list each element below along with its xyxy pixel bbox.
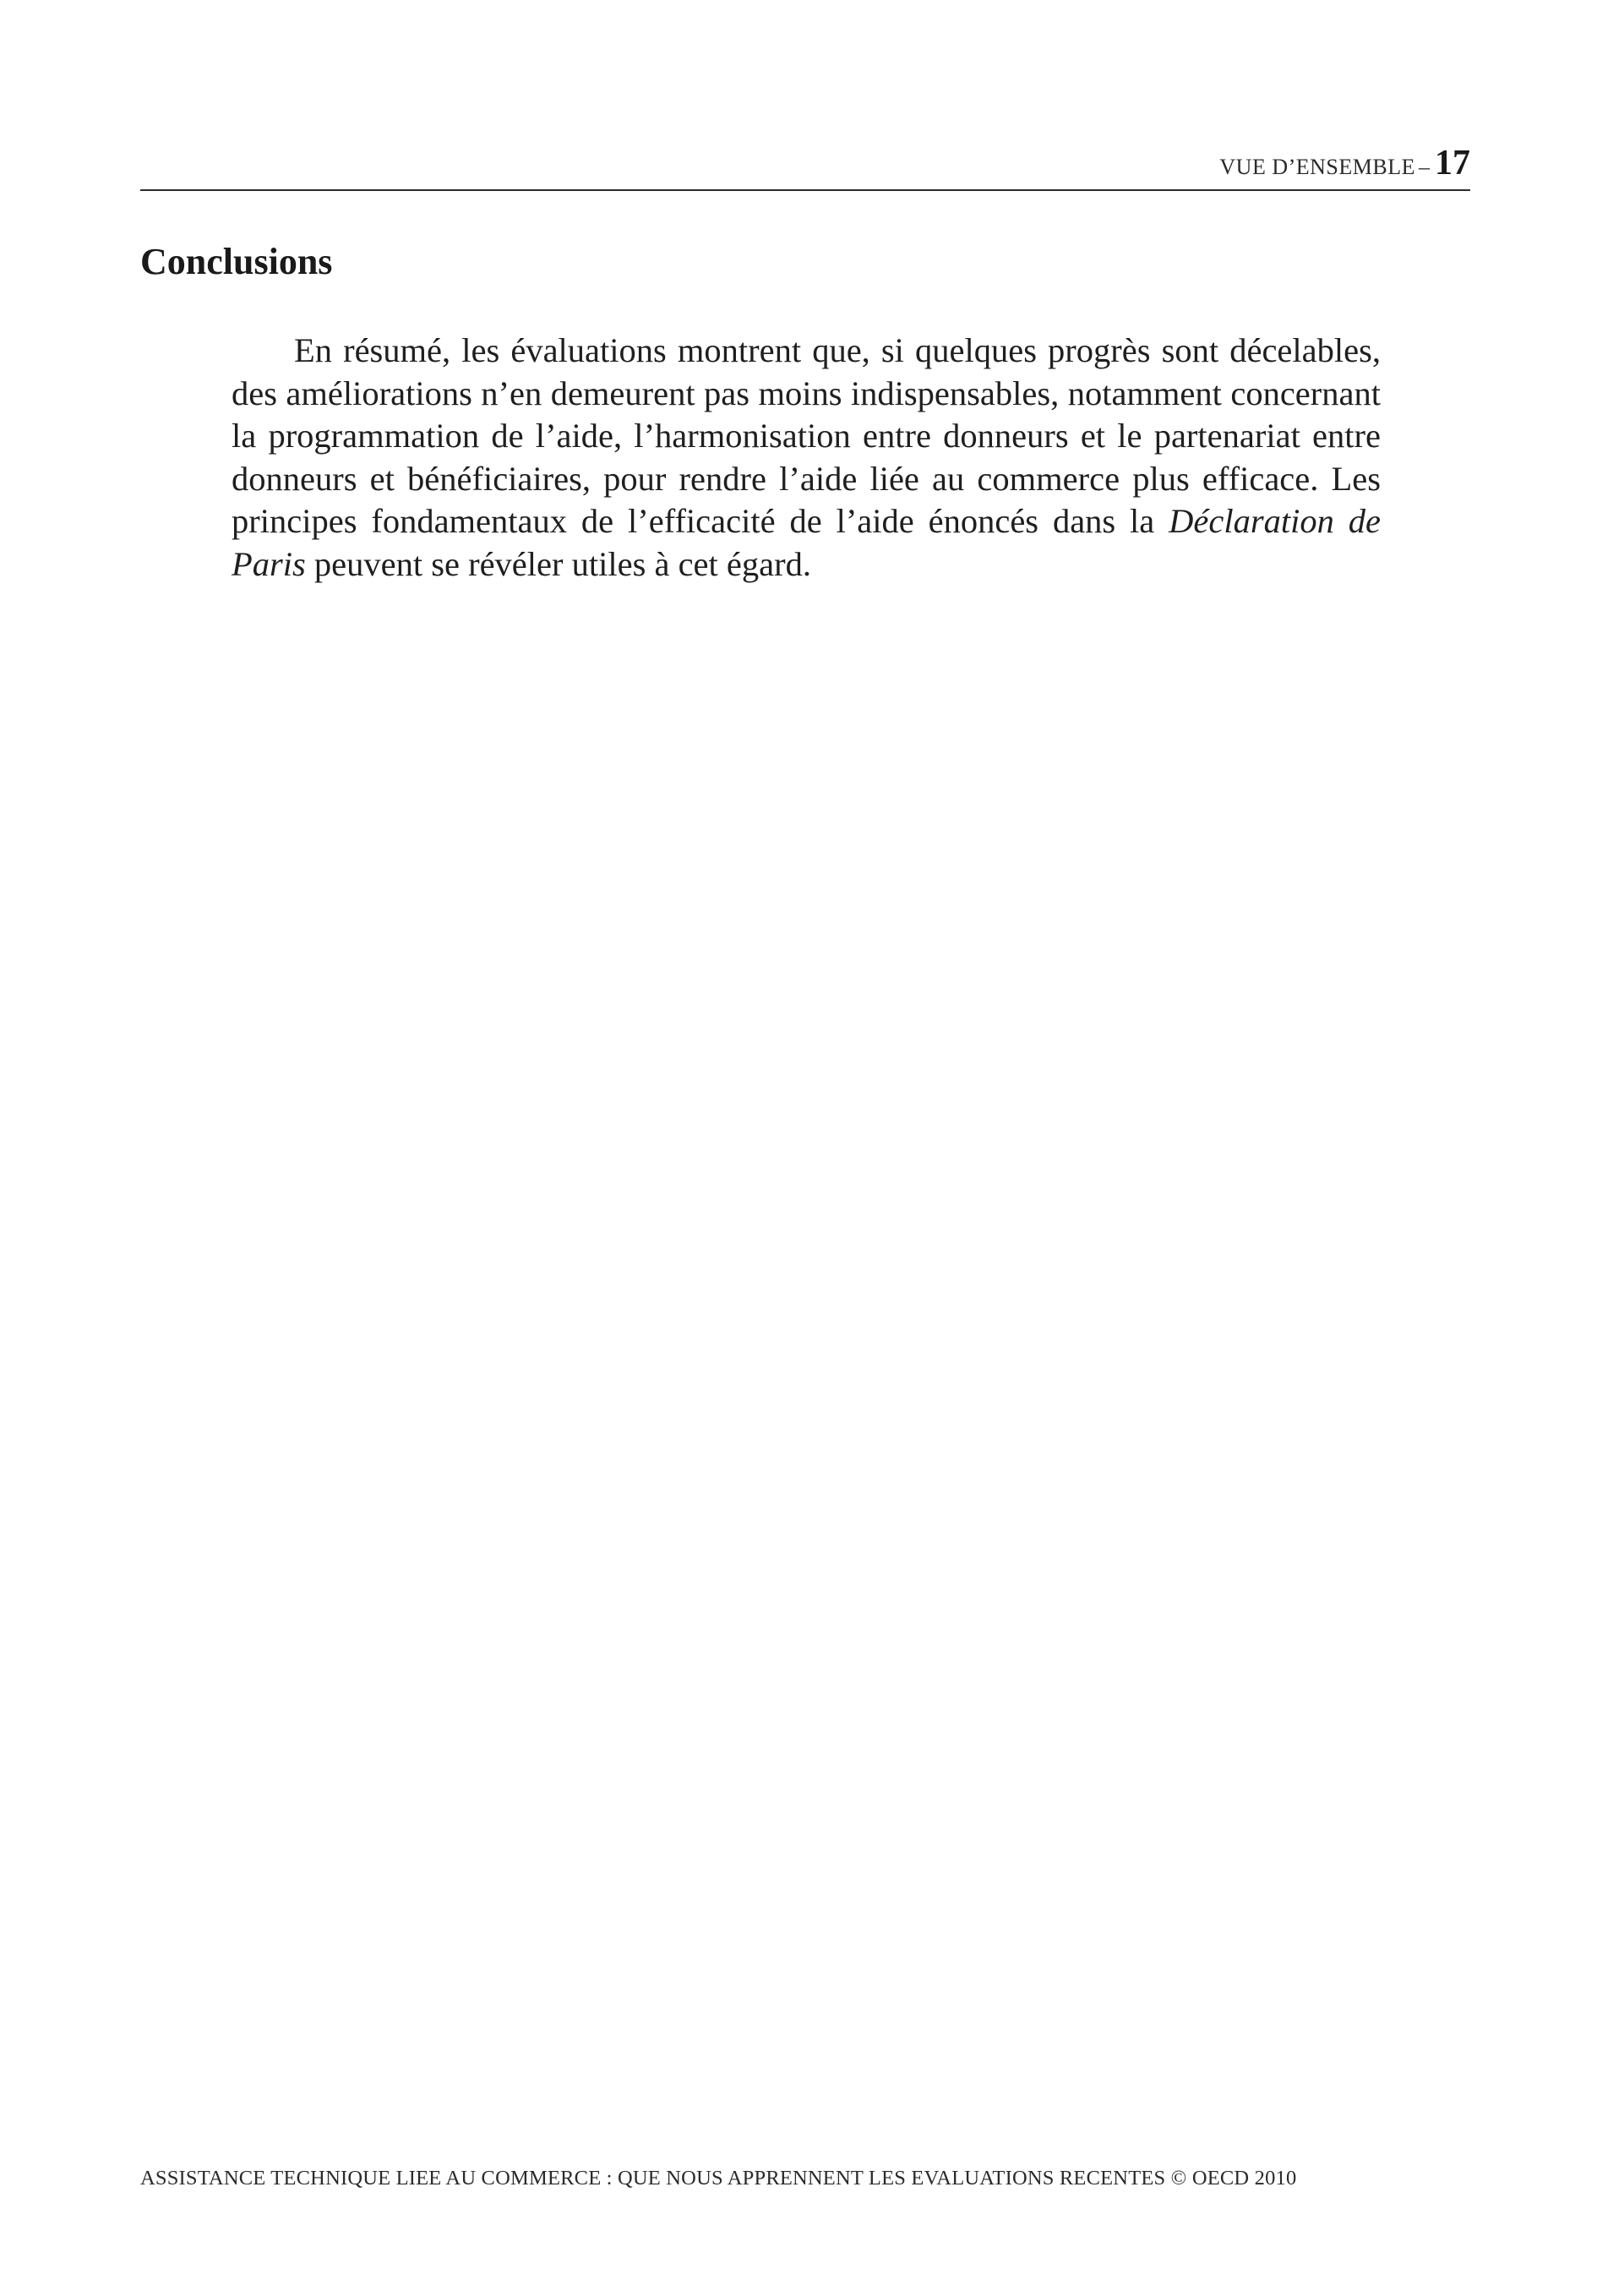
- paragraph-italic-title: Déclaration de Paris: [232, 502, 1381, 583]
- body-paragraph: [232, 330, 1381, 586]
- running-footer: ASSISTANCE TECHNIQUE LIEE AU COMMERCE : QUE NOUS APPRENNENT LES EVALUATIONS RECENTES © OECD 2010: [140, 2167, 1297, 2190]
- header-text: [1219, 145, 1470, 181]
- page-number: 17: [1435, 144, 1470, 183]
- paragraph-text-start: En résumé, les évaluations montrent que, si quelques progrès sont décelables, des améliorations n’en demeurent pas moins indispensables, notamment concernant la programmation de l’aide, l’harmonisation entre donneurs et le partenariat entre donneurs et bénéficiaires, pour rendre l’aide liée au commerce plus efficace. Les principes fondamentaux de l’efficacité de l’aide énoncés dans la: [232, 331, 1381, 540]
- header-section-label: VUE D’ENSEMBLE: [1219, 155, 1415, 179]
- running-header: [140, 135, 1470, 191]
- header-separator: –: [1419, 155, 1430, 179]
- section-heading: Conclusions: [140, 241, 333, 282]
- paragraph-text-end: peuvent se révéler utiles à cet égard.: [305, 544, 811, 583]
